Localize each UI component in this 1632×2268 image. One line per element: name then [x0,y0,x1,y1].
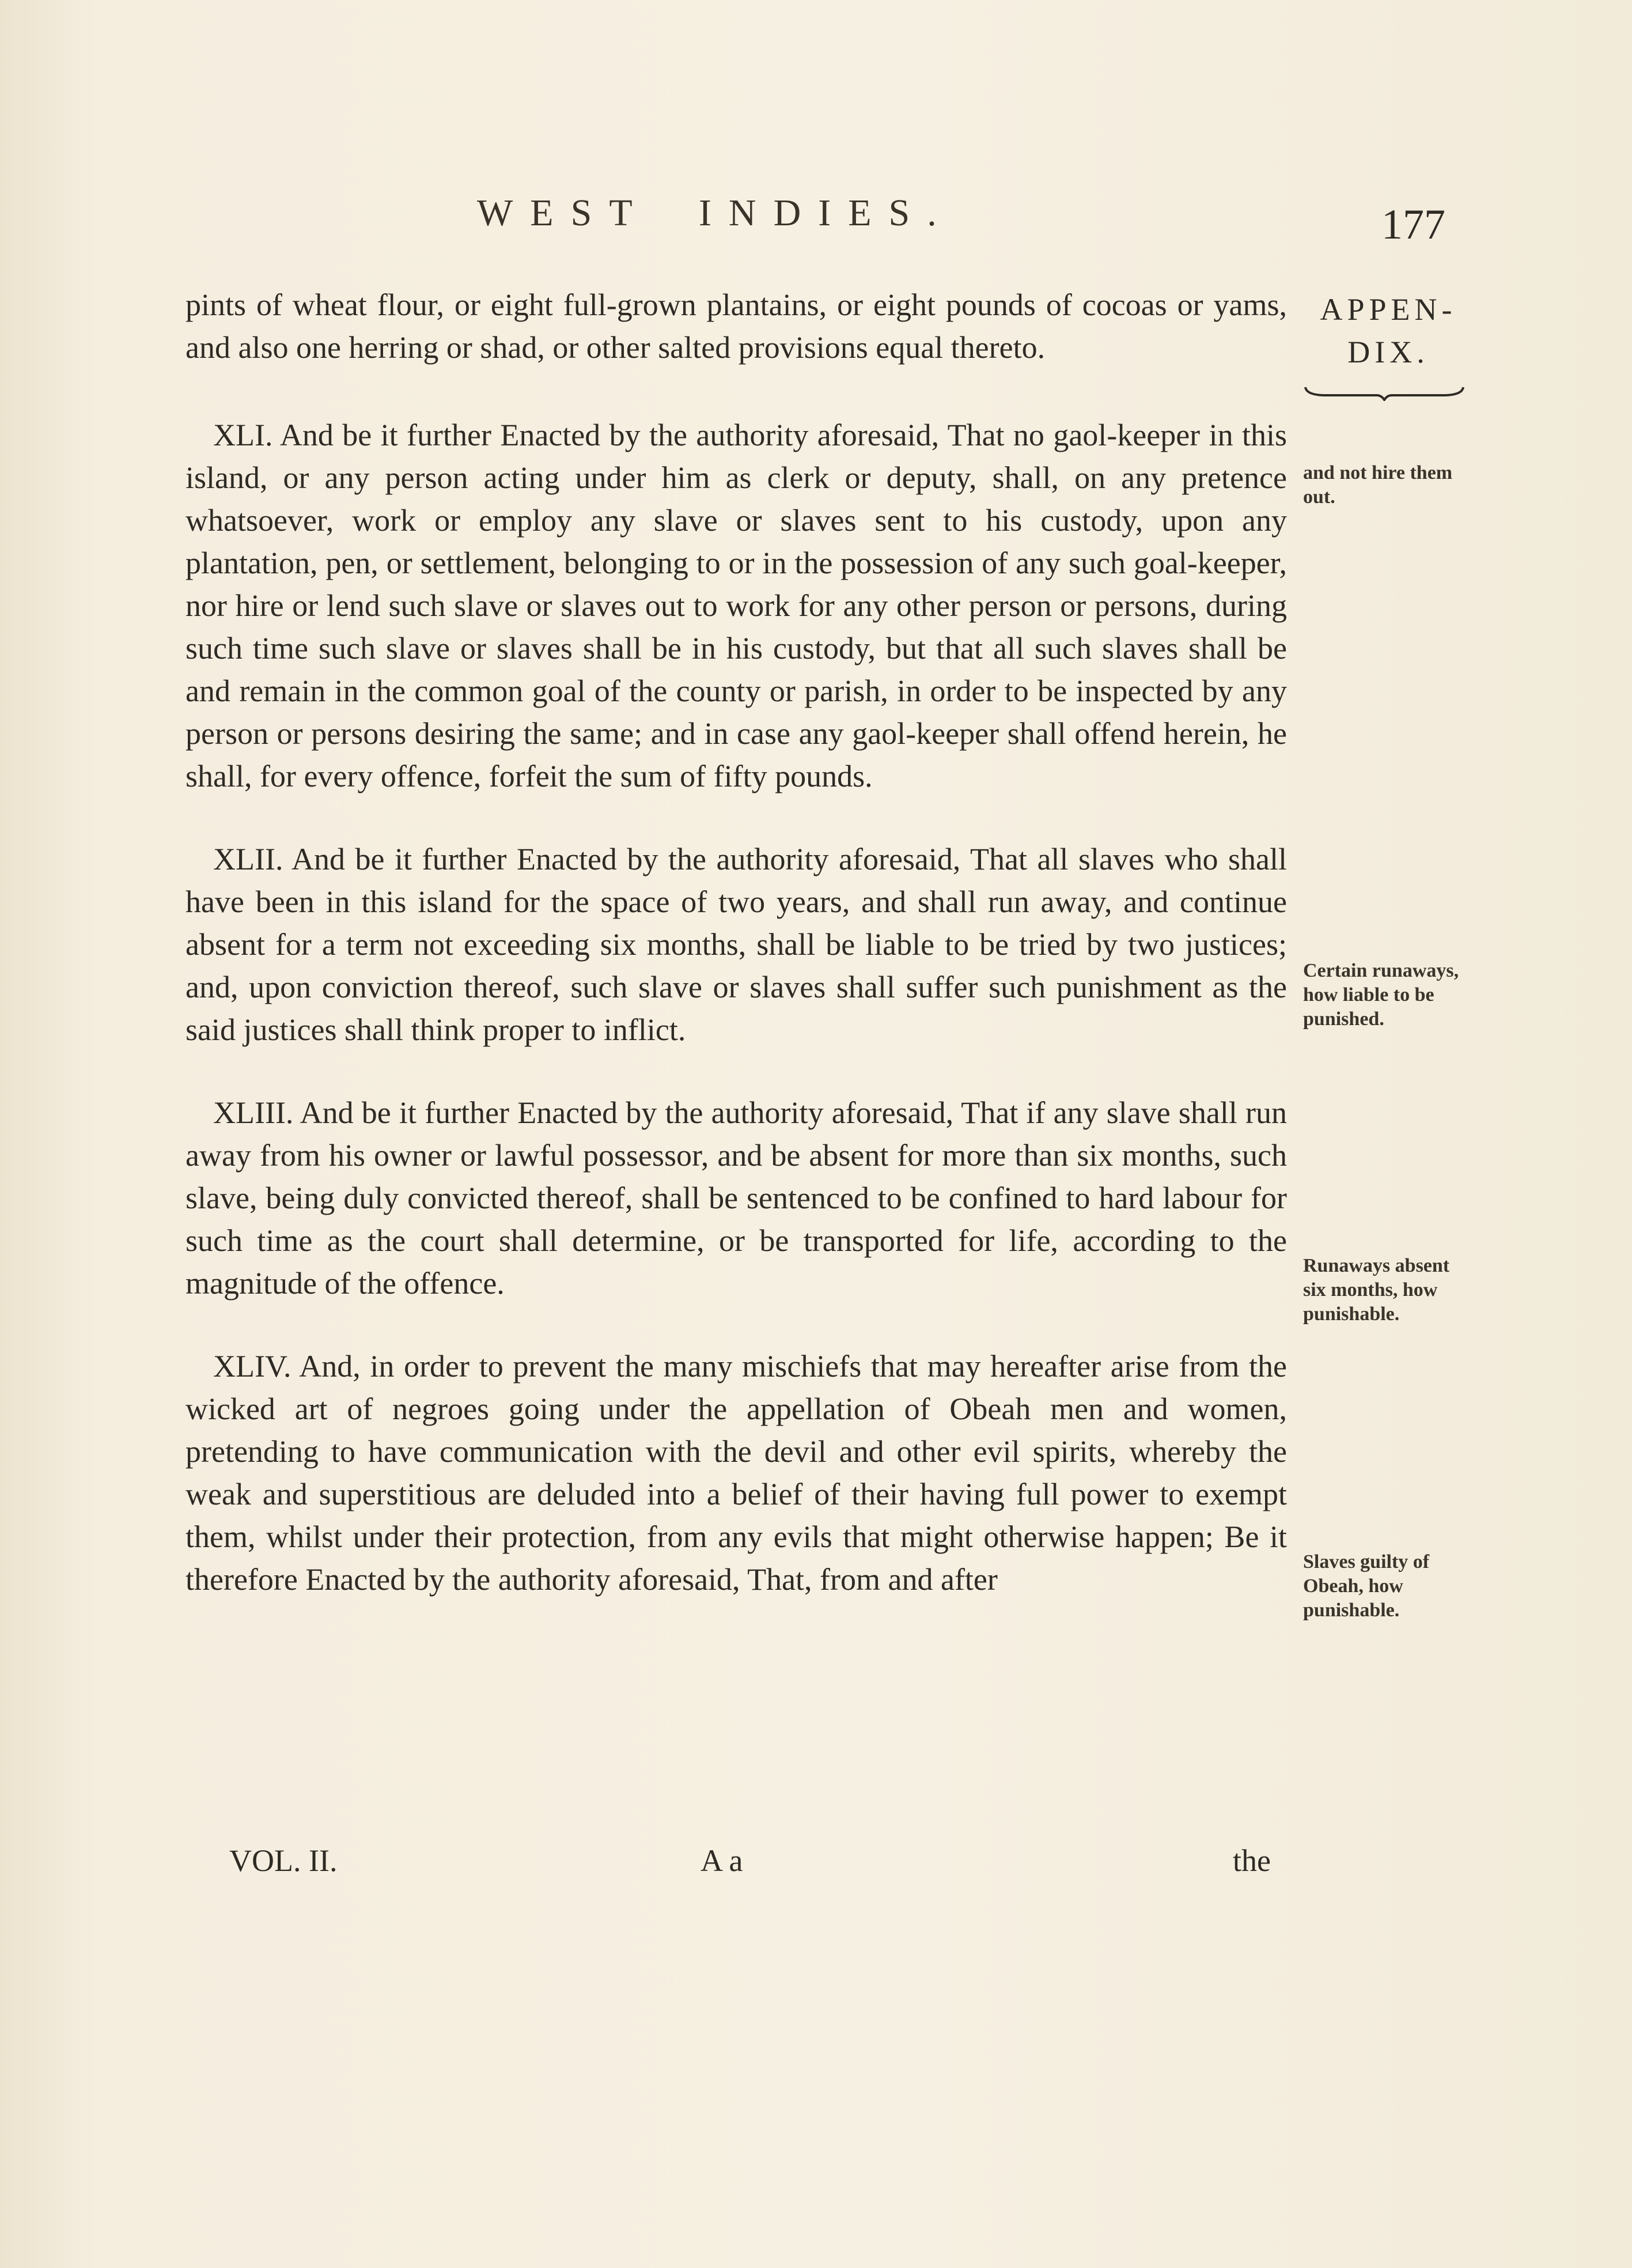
paragraph-xlii [185,838,1287,1051]
paragraph-xli-text: XLI. And be it further Enacted by the authority aforesaid, That no gaol-keeper in this island, or any person acting under him as clerk or deputy, shall, on any pretence whatsoever, work or employ any slave or slaves sent to his custody, upon any plantation, pen, or settlement, belonging to or in the possession of any such goal-keeper, nor hire or lend such slave or slaves out to work for any other person or persons, during such time such slave or slaves shall be in his custody, but that all such slaves shall be and remain in the common goal of the county or parish, in order to be inspected by any person or persons desiring the same; and in case any gaol-keeper shall offend herein, he shall, for every offence, forfeit the sum of fifty pounds. [185,418,1287,793]
paragraph-xliii [185,1091,1287,1305]
main-text-column [185,284,1287,1641]
paragraph-xliv-text: XLIV. And, in order to prevent the many mischiefs that may hereafter arise from the wicked art of negroes going under the appellation of Obeah men and women, pretending to have communication with the devil and other evil spirits, whereby the weak and superstitious are deluded into a belief of their having full power to exempt them, whilst under their protection, from any evils that might otherwise happen; Be it therefore Enacted by the authority aforesaid, That, from and after [185,1349,1287,1597]
side-note-xliv: Slaves guilty of Obeah, how punishable. [1303,1551,1430,1621]
margin-heading-line-2: DIX. [1347,335,1429,369]
running-title: WEST INDIES. [477,192,954,234]
appendix-margin-heading [1302,288,1475,373]
paragraph-xliv [185,1345,1287,1601]
signature-mark: A a [700,1843,743,1878]
side-note-xliii: Runaways absent six months, how punishable. [1303,1255,1450,1325]
side-note-xlii: Certain runaways, how liable to be punished. [1303,960,1459,1030]
brace-ornament-icon [1303,384,1466,401]
volume-number: VOL. II. [229,1843,338,1878]
catchword: the [1233,1843,1271,1878]
side-note-xli: and not hire them out. [1303,462,1453,508]
margin-heading-line-1: APPEN- [1320,292,1457,327]
paragraph-xlii-text: XLII. And be it further Enacted by the authority aforesaid, That all slaves who shall have been in this island for the space of two years, and shall run away, and continue absent for a term not exceeding six months, shall be liable to be tried by two justices; and, upon conviction thereof, such slave or slaves shall suffer such punishment as the said justices shall think proper to inflict. [185,842,1287,1047]
page-number: 177 [1381,201,1445,248]
paragraph-xli [185,414,1287,797]
paragraph-xliii-text: XLIII. And be it further Enacted by the authority aforesaid, That if any slave shall run away from his owner or lawful possessor, and be absent for more than six months, such slave, being duly convicted thereof, shall be sentenced to be confined to hard labour for such time as the court shall determine, or be transported for life, according to the magnitude of the offence. [185,1095,1287,1301]
paragraph-continuation: pints of wheat flour, or eight full-grown plantains, or eight pounds of cocoas or yams, and also one herring or shad, or other salted provisions equal thereto. [185,288,1287,365]
